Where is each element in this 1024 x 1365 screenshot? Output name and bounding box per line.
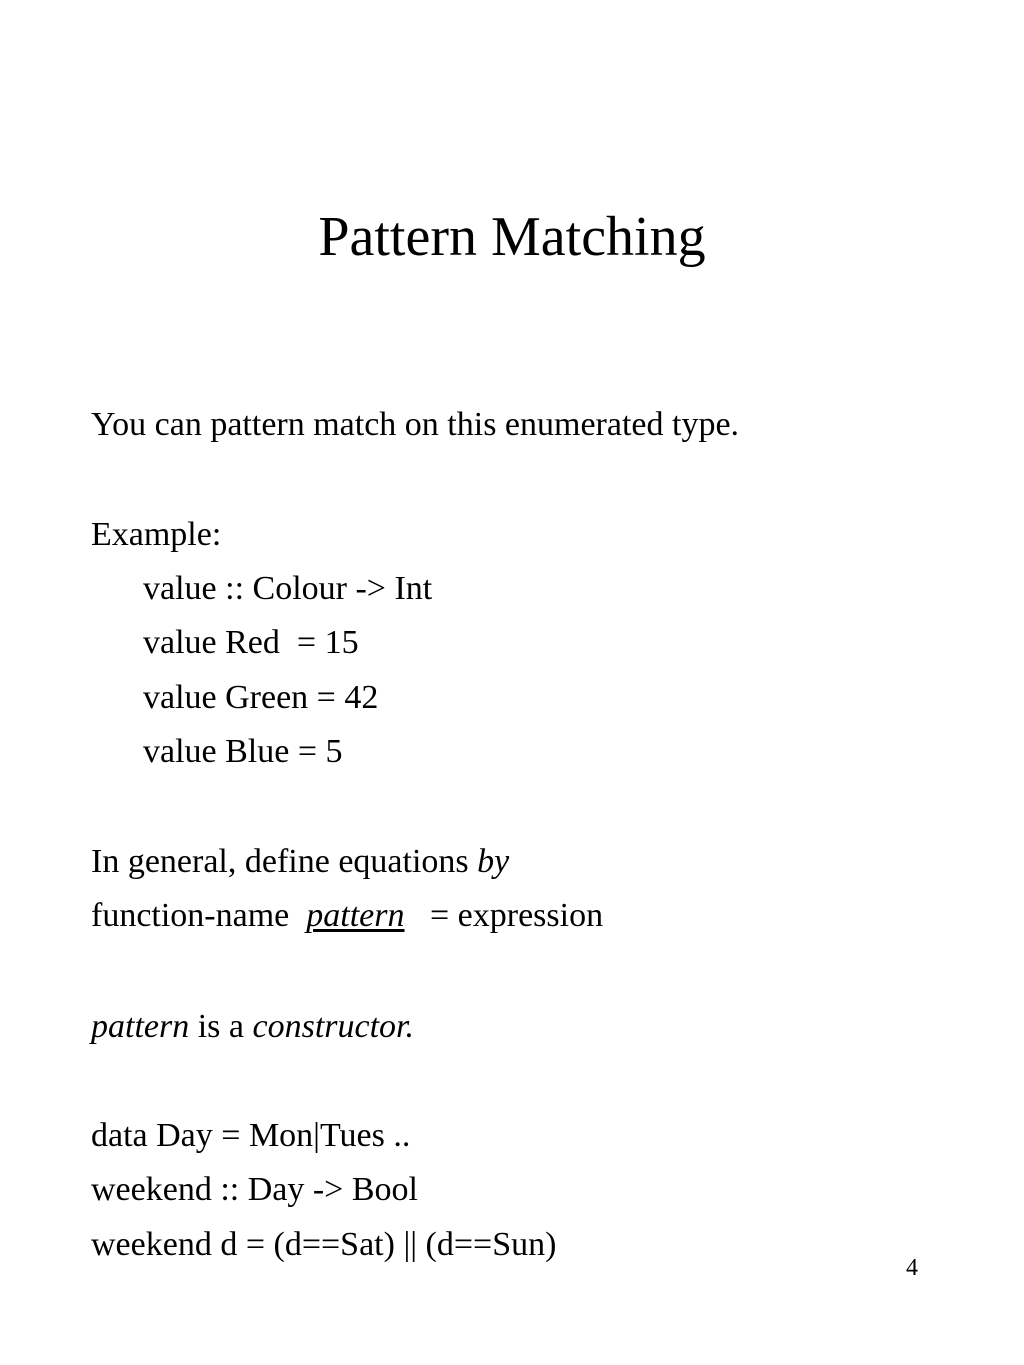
example-label: Example: [91, 516, 222, 553]
constructor-term: constructor. [252, 1008, 414, 1045]
general-statement [91, 842, 509, 882]
slide-title: Pattern Matching [318, 206, 706, 268]
general-emphasis: by [477, 843, 510, 880]
pattern-middle: is a [189, 1008, 253, 1045]
pattern-definition [91, 1007, 414, 1047]
intro-text: You can pattern match on this enumerated type. [91, 406, 740, 443]
rule-expression: = expression [404, 897, 604, 934]
equation-rule [91, 896, 603, 936]
example-line: value Blue = 5 [143, 733, 343, 770]
code-line: weekend :: Day -> Bool [91, 1171, 418, 1208]
example-line: value Red = 15 [143, 624, 359, 661]
example-line: value Green = 42 [143, 679, 379, 716]
rule-pattern: pattern [306, 897, 405, 934]
code-line: data Day = Mon|Tues .. [91, 1117, 411, 1154]
example-line: value :: Colour -> Int [143, 570, 433, 607]
page-number: 4 [906, 1255, 918, 1281]
pattern-term: pattern [91, 1008, 190, 1045]
general-prefix: In general, define equations [91, 843, 478, 880]
rule-function-name: function-name [91, 897, 307, 934]
code-line: weekend d = (d==Sat) || (d==Sun) [91, 1226, 557, 1263]
